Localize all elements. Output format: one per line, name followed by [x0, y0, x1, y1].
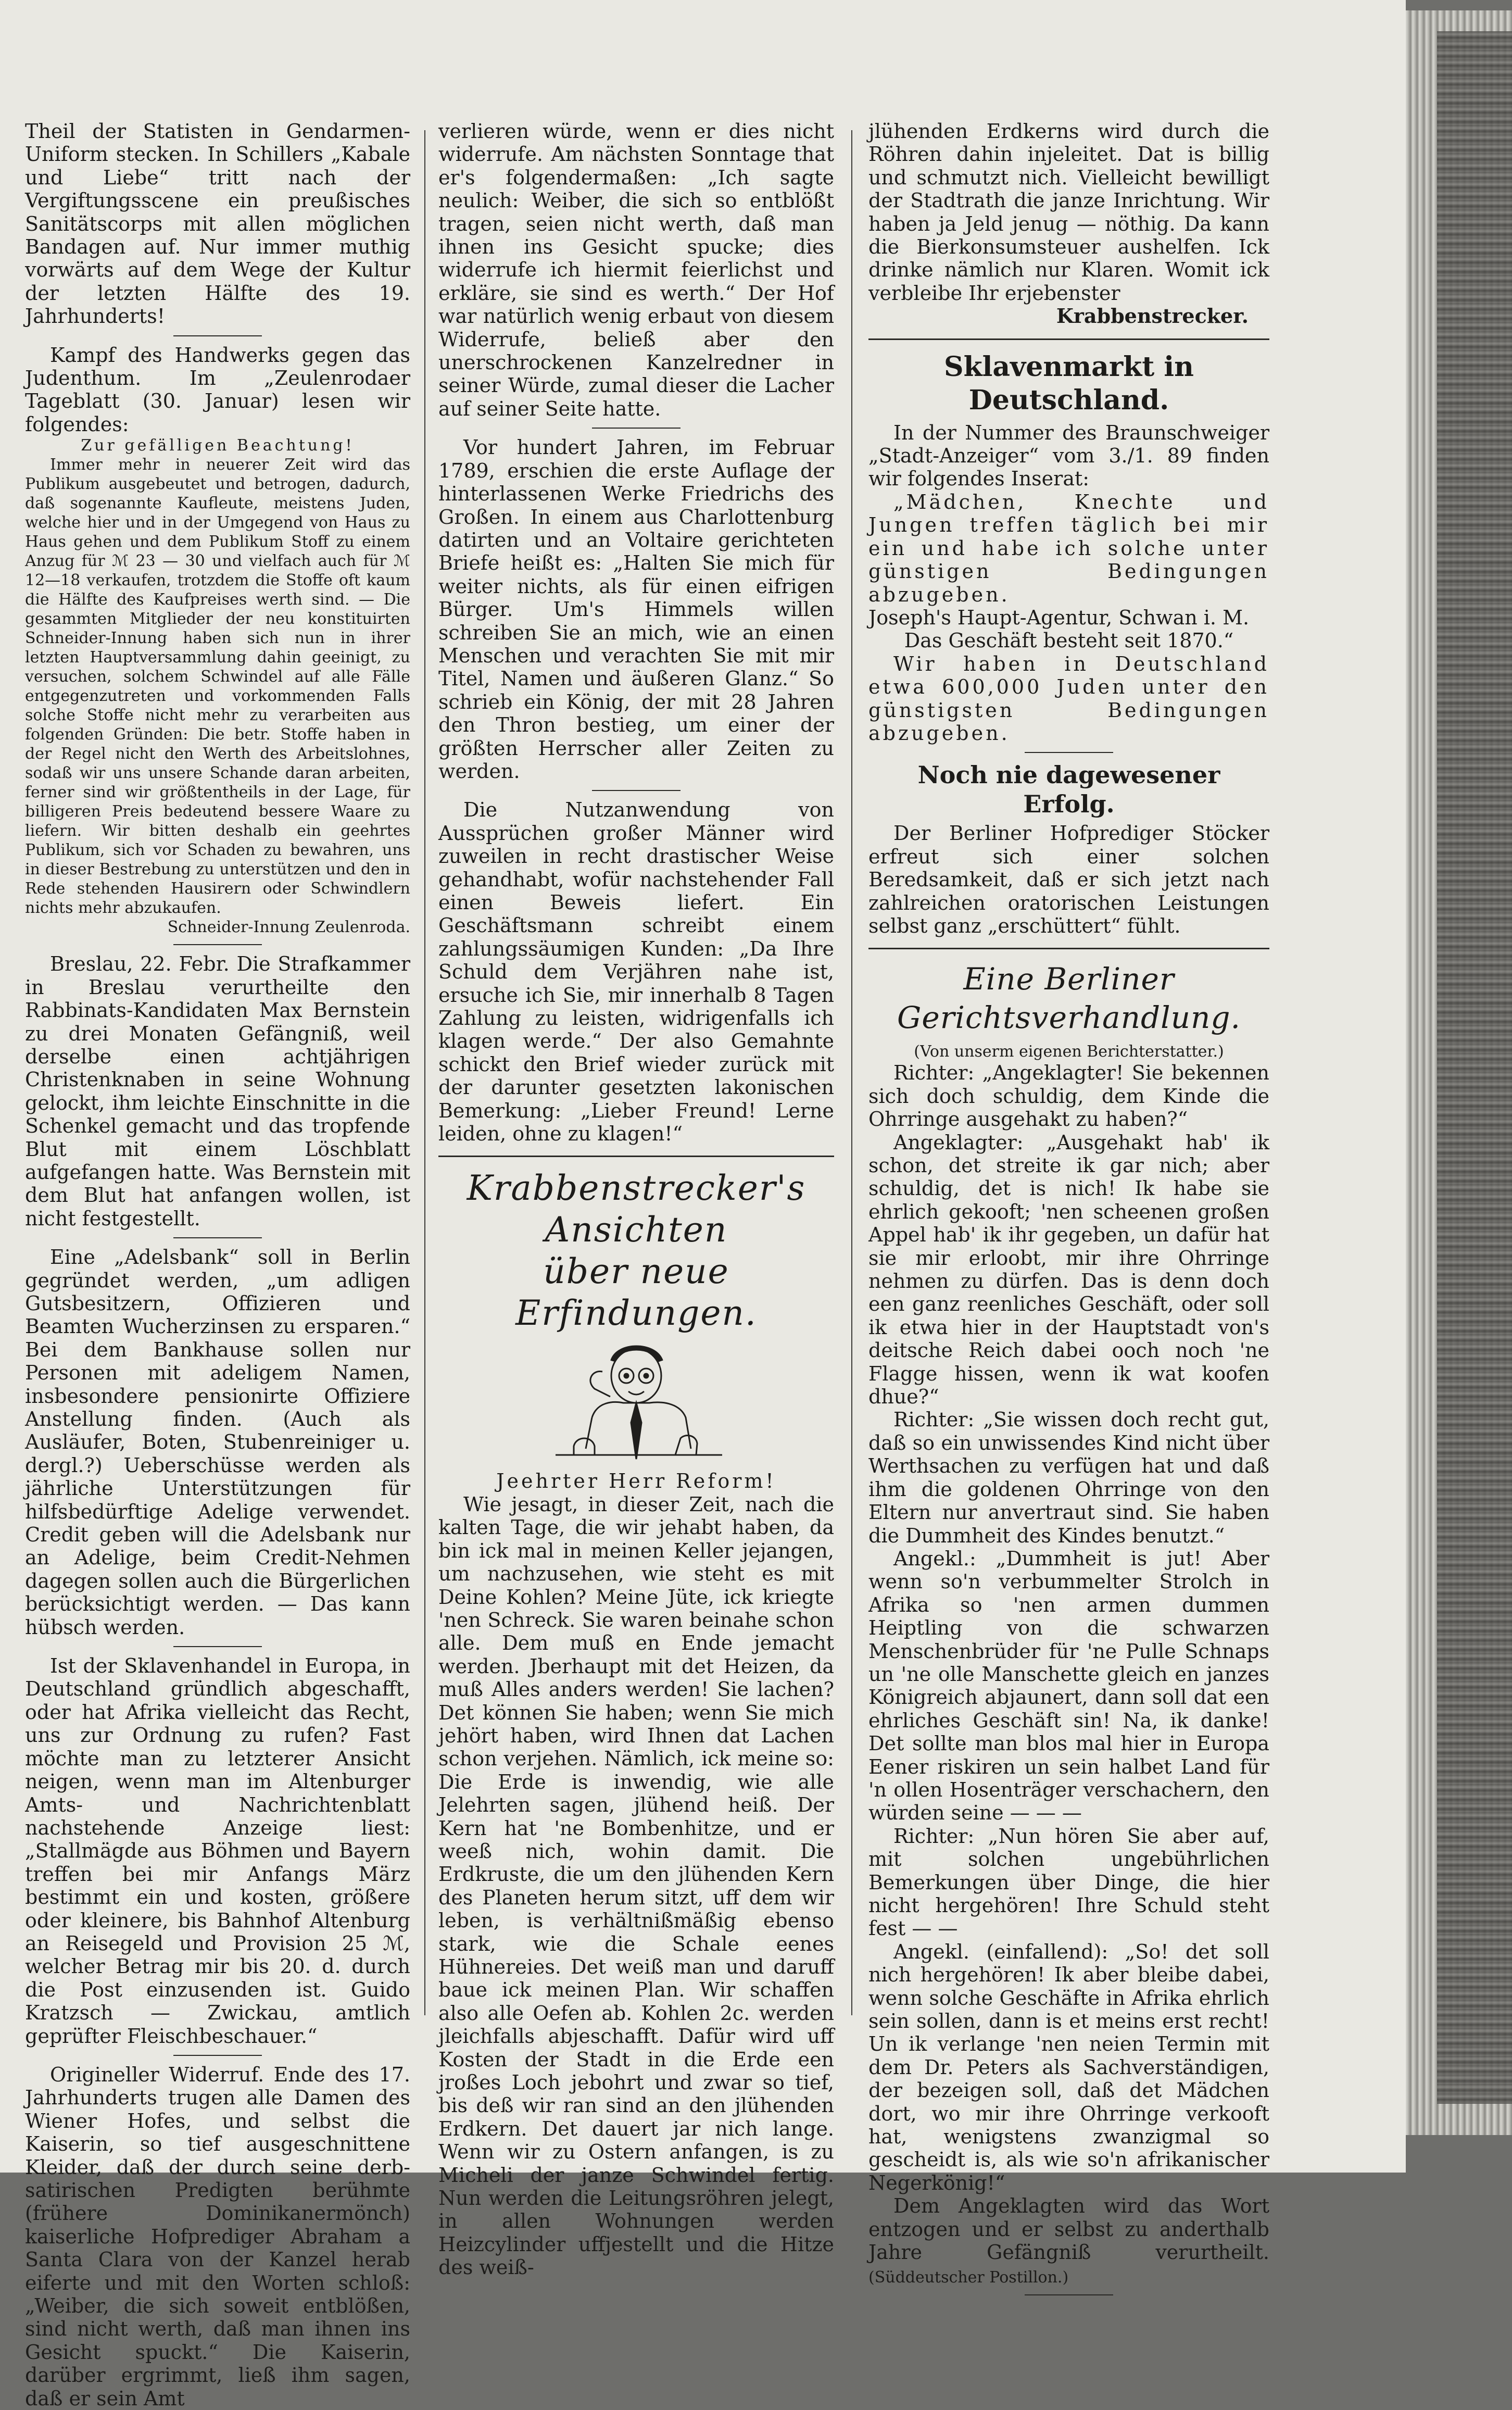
notice-title: Zur gefälligen Beachtung! [81, 436, 355, 455]
dialogue-2: Angeklagter: „Ausgehakt hab' ik schon, det streite ik gar nich; aber schuldig, det is nich! Ik habe sie ehrlich gekooft; 'nen scheenen großen Appel hab' ik ihr gegeben, un dafür hat sie mir erloobt, mir ihre Ohrringe nehmen zu dürfen. Das is denn doch een ganz reenliches Geschäft, oder soll ik etwa hier in der Hauptstadt von's deitsche Reich dabei ooch noch 'ne Flagge hissen, wenn ik wat koofen dhue?“ [868, 1131, 1269, 1409]
feature-title-line2: über neue Erfindungen. [515, 1251, 757, 1334]
article-erfolg: Der Berliner Hofprediger Stöcker erfreut sich einer solchen Beredsamkeit, daß er sich jetzt nach zahlreichen oratorischen Leistungen selbst ganz „erschüttert“ fühlt. [868, 822, 1269, 937]
verdict-text: Dem Angeklagten wird das Wort entzogen und er selbst zu anderthalb Jahre Gefängniß verurtheilt. [868, 2194, 1269, 2264]
verdict [868, 2194, 1269, 2287]
article-sklavenmarkt-intro: In der Nummer des Braunschweiger „Stadt-Anzeiger“ vom 3./1. 89 finden wir folgendes Inserat: [868, 421, 1269, 491]
letter-body-cont: jlühenden Erdkerns wird durch die Röhren dahin injeleitet. Dat is billig und schmutzt nich. Vielleicht bewilligt der Stadtrath die janze Inrichtung. Wir haben ja Jeld jenug — nöthig. Da kann die Bierkonsumsteuer aushelfen. Ick drinke nämlich nur Klaren. Womit ick verbleibe Ihr erjebenster [868, 120, 1269, 305]
advert-signature: Joseph's Haupt-Agentur, Schwan i. M. [868, 606, 1250, 629]
article-sklavenmarkt-comment: Wir haben in Deutschland etwa 600,000 Juden unter den günstigsten Bedingungen abzugeben. [868, 652, 1269, 745]
column-1 [25, 120, 410, 2410]
column-rule [424, 130, 425, 2015]
column-rule [851, 130, 852, 2015]
article-theatre-end: Theil der Statisten in Gendarmen-Uniform stecken. In Schillers „Kabale und Liebe“ tritt nach der Vergiftungsscene ein preußisches Sanitätscorps mit allen möglichen Bandagen auf. Nur immer muthig vorwärts auf dem Wege der Kultur der letzten Hälfte des 19. Jahrhunderts! [25, 120, 410, 328]
article-widerruf: Origineller Widerruf. Ende des 17. Jahrhunderts trugen alle Damen des Wiener Hofes, und selbst die Kaiserin, so tief ausgeschnittene Kleider, daß der durch seine derb-satirischen Predigten berühmte (frühere Dominikanermönch) kaiserliche Hofprediger Abraham a Santa Clara von der Kanzel herab eiferte und mit den Worten schloß: „Weiber, die sich soweit entblößen, sind nicht werth, daß man ihnen ins Gesicht spuckt.“ Die Kaiserin, darüber ergrimmt, ließ ihm sagen, daß er sein Amt [25, 2063, 410, 2410]
heading-gerichtsverhandlung: Eine Berliner Gerichtsverhandlung. [897, 961, 1241, 1036]
article-breslau: Breslau, 22. Febr. Die Strafkammer in Breslau verurtheilte den Rabbinats-Kandidaten Max Bernstein zu drei Monaten Gefängniß, weil derselbe einen achtjährigen Christenknaben in seine Wohnung gelockt, ihm leichte Einschnitte in die Schenkel gemacht und das tropfende Blut mit einem Löschblatt aufgefangen hatte. Was Bernstein mit dem Blut hat anfangen wollen, ist nicht festgestellt. [25, 952, 410, 1230]
column-3 [868, 120, 1269, 2303]
heading-sklavenmarkt: Sklavenmarkt in Deutschland. [944, 350, 1194, 416]
article-friedrich: Vor hundert Jahren, im Februar 1789, erschien die erste Auflage der hinterlassenen Werke Friedrichs des Großen. In einem aus Charlottenburg datirten und an Voltaire gerichteten Briefe heißt es: „Halten Sie mich für weiter nichts, als für einen eifrigen Bürger. Um's Himmels willen schreiben Sie an mich, wie an einen Menschen und verachten Sie mit mir Titel, Namen und äußeren Glanz.“ So schrieb ein König, der mit 28 Jahren den Thron bestieg, um einer der größten Herrscher aller Zeiten zu werden. [438, 436, 834, 783]
dialogue-1: Richter: „Angeklagter! Sie bekennen sich doch schuldig, dem Kinde die Ohrringe ausgehakt zu haben?“ [868, 1061, 1269, 1131]
column-2 [438, 120, 834, 2279]
article-widerruf-cont: verlieren würde, wenn er dies nicht widerrufe. Am nächsten Sonntage that er's folgendermaßen: „Ich sagte neulich: Weiber, die sich so entblößt tragen, seien nicht werth, daß man ihnen ins Gesicht spucke; dies widerrufe ich hiermit feierlichst und erkläre, sie sind es werth.“ Der Hof war natürlich wenig erbaut von diesem Widerrufe, beließ aber den unerschrockenen Kanzelredner in seiner Würde, zumal dieser die Lacher auf seiner Seite hatte. [438, 120, 834, 420]
feature-title-line1: Krabbenstrecker's Ansichten [467, 1168, 806, 1250]
divider [592, 428, 681, 429]
article-sklavenhandel: Ist der Sklavenhandel in Europa, in Deutschland gründlich abgeschafft, oder hat Afrika vielleicht das Recht, uns zur Ordnung zu rufen? Fast möchte man zu letzterer Ansicht neigen, wenn man im Altenburger Amts- und Nachrichtenblatt nachstehende Anzeige liest: „Stallmägde aus Böhmen und Bayern treffen bei mir Anfangs März bestimmt ein und kosten, größere oder kleinere, bis Bahnhof Altenburg an Reisegeld und Provision 25 ℳ, welcher Betrag mir bis 20. d. durch die Post einzusenden ist. Guido Kratzsch — Zwickau, amtlich geprüfter Fleischbeschauer.“ [25, 1654, 410, 2048]
divider [1025, 752, 1113, 753]
book-cover-edge [1437, 31, 1512, 2104]
dialogue-4: Angekl.: „Dummheit is jut! Aber wenn so'n verbummelter Strolch in Afrika so 'nen armen dummen Heiptling von die schwarzen Menschenbrüder für 'ne Pulle Schnaps un 'ne olle Manschette gleich en janzes Königreich abjaunert, dann soll dat een ehrliches Geschäft sin! Na, ik danke! Det sollte man blos mal hier in Europa Eener riskiren un sein halbet Land für 'n ollen Hosenträger verschachern, den würden seine — — — [868, 1547, 1269, 1825]
divider [173, 1646, 262, 1647]
section-rule [438, 1156, 834, 1157]
article-handwerk-intro: Kampf des Handwerks gegen das Judenthum. Im „Zeulenrodaer Tageblatt (30. Januar) lesen wir folgendes: [25, 343, 410, 436]
section-rule [868, 948, 1269, 949]
advert-text: „Mädchen, Knechte und Jungen treffen täglich bei mir ein und habe ich solche unter günstigen Bedingungen abzugeben. [868, 490, 1269, 606]
divider [592, 790, 681, 791]
letter-body: Wie jesagt, in dieser Zeit, nach die kalten Tage, die wir jehabt haben, da bin ick mal in meinen Keller jejangen, um nachzusehen, wie steht es mit Deine Kohlen? Meine Jüte, ick kriegte 'nen Schreck. Sie waren beinahe schon alle. Dem muß en Ende jemacht werden. Jberhaupt mit det Heizen, da muß Alles anders werden! Sie lachen? Det können Sie haben; wenn Sie mich jehört haben, wird Ihnen dat Lachen schon verjehen. Nämlich, ick meine so: Die Erde is inwendig, wie alle Jelehrten sagen, jlühend heiß. Der Kern hat 'ne Bombenhitze, und er weeß nich, wohin damit. Die Erdkruste, die um den jlühenden Kern des Planeten herum sitzt, uff dem wir leben, is verhältnißmäßig ebenso stark, wie die Schale eenes Hühnereies. Det weiß man und daruff baue ick meinen Plan. Wir schaffen also alle Oefen ab. Kohlen 2c. werden jleichfalls abjeschafft. Dafür wird uff Kosten der Stadt in die Erde een jroßes Loch jebohrt und zwar so tief, bis deß wir ran sind an den jlühenden Erdkern. Det dauert jar nich lange. Wenn wir zu Ostern anfangen, is zu Micheli der janze Schwindel fertig. Nun werden die Leitungsröhren jelegt, in allen Wohnungen werden Heizcylinder uffjestellt und die Hitze des weiß- [438, 1492, 834, 2279]
notice-signature: Schneider-Innung Zeulenroda. [167, 918, 410, 937]
article-nutzanwendung: Die Nutzanwendung von Aussprüchen großer Männer wird zuweilen in recht drastischer Weise gehandhabt, wofür nachstehender Fall einen Beweis liefert. Ein Geschäftsmann schreibt einem zahlungssäumigen Kunden: „Da Ihre Schuld dem Verjähren nahe ist, ersuche ich Sie, mir innerhalb 8 Tagen Zahlung zu leisten, widrigenfalls ich klagen werde.“ Der also Gemahnte schickt den Brief wieder zurück mit der darunter gesetzten lakonischen Bemerkung: „Lieber Freund! Lerne leiden, ohne zu klagen!“ [438, 798, 834, 1146]
divider [1025, 2294, 1113, 2295]
advert-since: Das Geschäft besteht seit 1870.“ [904, 629, 1234, 652]
divider [173, 335, 262, 336]
article-adelsbank: Eine „Adelsbank“ soll in Berlin gegründet werden, „um adligen Gutsbesitzern, Offizieren und Beamten Wucherzinsen zu ersparen.“ Bei dem Bankhause sollen nur Personen mit adeligem Namen, insbesondere pensionirte Offiziere Anstellung finden. (Auch als Ausläufer, Boten, Stubenreiniger u. dergl.?) Ueberschüsse werden als jährliche Unterstützungen für hilfsbedürftige Adelige verwendet. Credit geben will die Adelsbank nur an Adelige, beim Credit-Nehmen dagegen sollen auch die Bürgerlichen berücksichtigt werden. — Das kann hübsch werden. [25, 1246, 410, 1639]
letter-salutation: Jeehrter Herr Reform! [496, 1470, 776, 1493]
dialogue-3: Richter: „Sie wissen doch recht gut, daß so ein unwissendes Kind nicht über Werthsachen zu verfügen hat und daß ihm die goldenen Ohrringe von den Eltern nur anvertraut sind. Sie haben die Dummheit des Kindes benutzt.“ [868, 1408, 1269, 1547]
subheading-reporter: (Von unserm eigenen Berichterstatter.) [914, 1043, 1224, 1061]
divider [173, 2055, 262, 2056]
heading-erfolg: Noch nie dagewesener Erfolg. [917, 761, 1220, 819]
divider [173, 1237, 262, 1238]
notice-body: Immer mehr in neuerer Zeit wird das Publikum ausgebeutet und betrogen, dadurch, daß sogenannte Kaufleute, meistens Juden, welche hier und in der Umgegend von Haus zu Haus gehen und dem Publikum Stoff zu einem Anzug für ℳ 23 — 30 und vielfach auch für ℳ 12—18 verkaufen, trotzdem die Stoffe oft kaum die Hälfte des Kaufpreises werth sind. — Die gesammten Mitglieder der neu konstituirten Schneider-Innung haben sich nun in ihrer letzten Hauptversammlung dahin geeinigt, zu versuchen, solchem Schwindel auf alle Fälle entgegenzutreten und vorkommenden Falls solche Stoffe nicht mehr zu verarbeiten aus folgenden Gründen: Die betr. Stoffe haben in der Regel nicht den Werth des Arbeitslohnes, sodaß wir uns unsere Schande daran arbeiten, ferner sind wir größtentheils in der Lage, für billigeren Preis bedeutend bessere Waare zu liefern. Wir bitten deshalb ein geehrtes Publikum, sich vor Schaden zu bewahren, uns in dieser Bestrebung zu unterstützen und den in Rede stehenden Hausirern oder Schwindlern nichts mehr abzukaufen. [25, 456, 410, 918]
dialogue-6: Angekl. (einfallend): „So! det soll nich hergehören! Ik aber bleibe dabei, wenn solche Geschäfte in Afrika ehrlich sein sollen, dann is et meins erst recht! Un ik verlange 'nen neien Termin mit dem Dr. Peters als Sachverständigen, der bezeigen soll, daß det Mädchen dort, wo mir ihre Ohrringe verkooft hat, wenigstens zwanzigmal so gescheidt is, als wie so'n afrikanischer Negerkönig!“ [868, 1940, 1269, 2194]
dialogue-5: Richter: „Nun hören Sie aber auf, mit solchen ungebührlichen Bemerkungen über Dinge, die hier nicht hergehören! Ihre Schuld steht fest — — [868, 1824, 1269, 1940]
cartoon-illustration [524, 1339, 748, 1464]
source-credit: (Süddeutscher Postillon.) [868, 2268, 1069, 2287]
section-rule [868, 338, 1269, 340]
letter-signature: Krabbenstrecker. [1056, 304, 1249, 328]
divider [173, 944, 262, 945]
